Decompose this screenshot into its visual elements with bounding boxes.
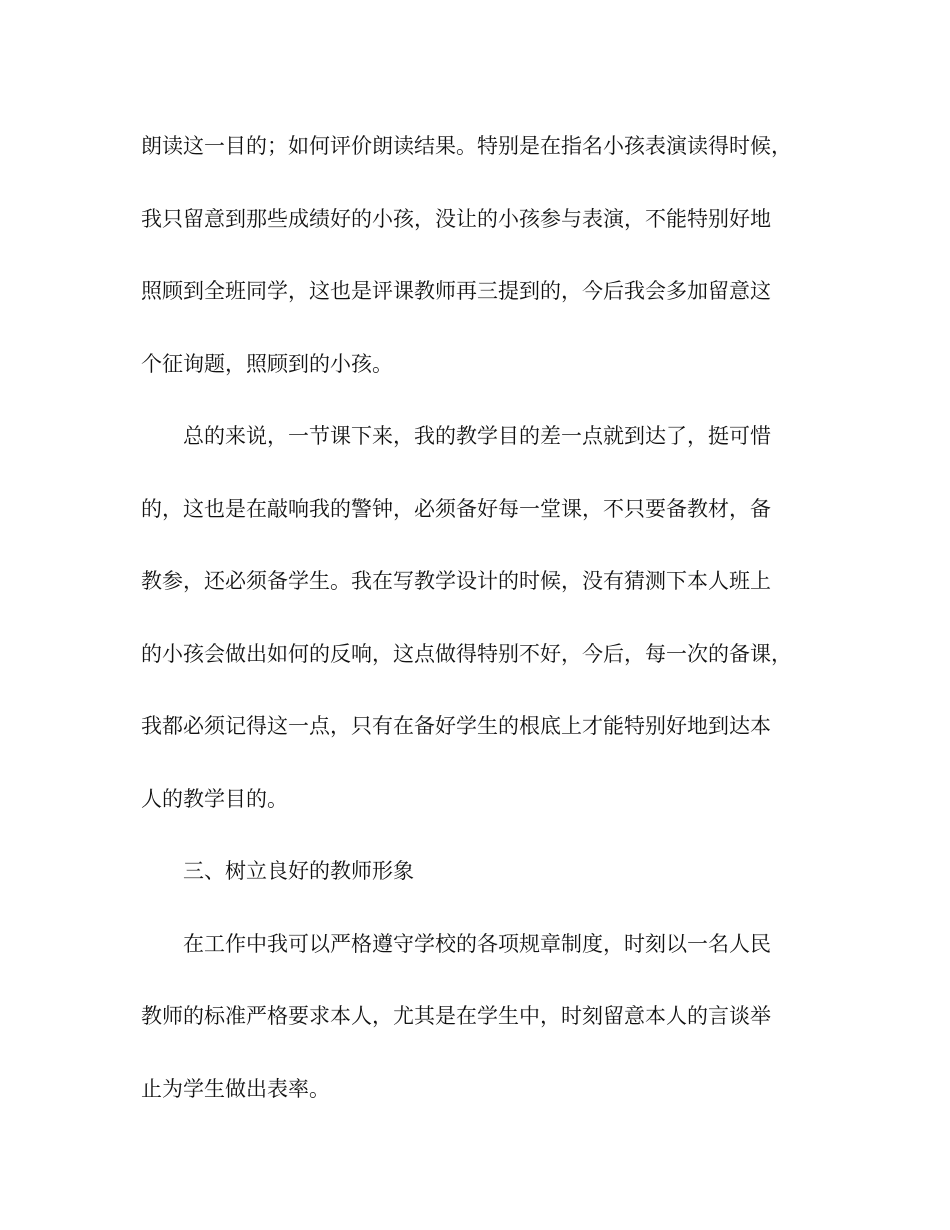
- text-line: 个征询题，照顾到的小孩。: [141, 351, 393, 376]
- text-line: 朗读这一目的；如何评价朗读结果。特别是在指名小孩表演读得时候，: [141, 134, 792, 158]
- text-line: 照顾到全班同学，这也是评课教师再三提到的，今后我会多加留意这: [141, 279, 771, 303]
- paragraph-start-line: 在工作中我可以严格遵守学校的各项规章制度，时刻以一名人民: [183, 931, 771, 956]
- text-line: 我只留意到那些成绩好的小孩，没让的小孩参与表演，不能特别好地: [141, 206, 771, 231]
- text-line: 人的教学目的。: [141, 786, 288, 811]
- text-line: 的小孩会做出如何的反响，这点做得特别不好，今后，每一次的备课，: [141, 641, 792, 666]
- text-line: 止为学生做出表率。: [141, 1076, 330, 1101]
- text-line: 的，这也是在敲响我的警钟，必须备好每一堂课，不只要备教材，备: [141, 496, 771, 521]
- text-line: 我都必须记得这一点，只有在备好学生的根底上才能特别好地到达本: [141, 714, 771, 738]
- document-body: [141, 122, 809, 1137]
- text-line: 教师的标准严格要求本人，尤其是在学生中，时刻留意本人的言谈举: [141, 1004, 771, 1028]
- text-line: 教参，还必须备学生。我在写教学设计的时候，没有猜测下本人班上: [141, 569, 771, 593]
- section-heading: 三、树立良好的教师形象: [183, 859, 414, 883]
- paragraph-start-line: 总的来说，一节课下来，我的教学目的差一点就到达了，挺可惜: [183, 424, 771, 448]
